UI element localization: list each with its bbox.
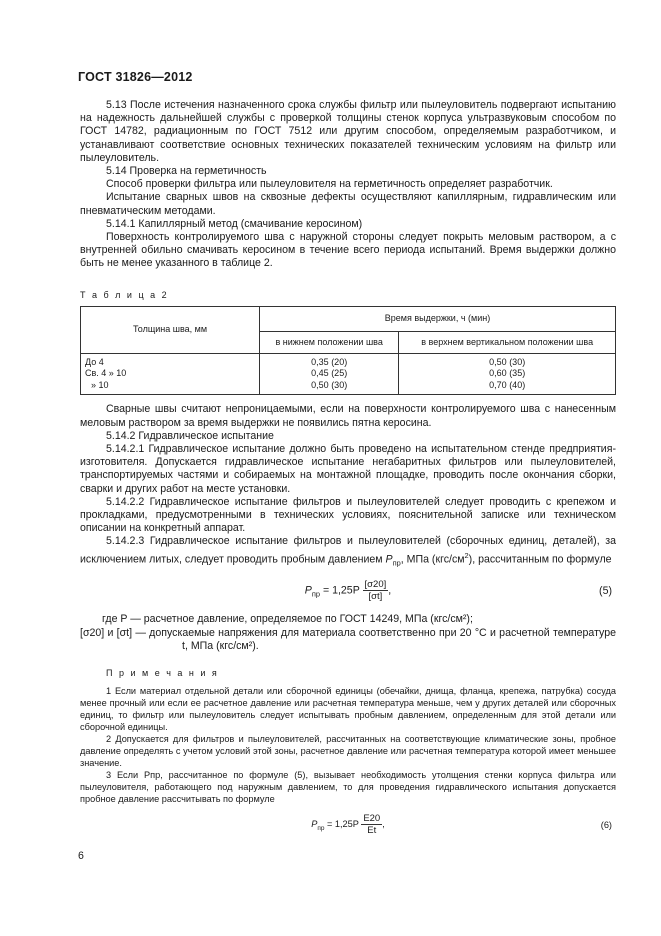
col-vertical-header: в верхнем вертикальном положении шва [399,331,616,353]
col-thickness-header: Толщина шва, мм [81,306,260,353]
table-row: 0,50 (30) [311,379,348,390]
table-row: 0,50 (30) [489,356,526,367]
col-lower-header: в нижнем положении шва [260,331,399,353]
formula-5-number: (5) [599,585,612,598]
document-header: ГОСТ 31826—2012 [78,70,193,84]
table-row: До 4 [85,356,104,367]
note-2: 2 Допускается для фильтров и пылеуловителей, рассчитанных на соответствующие климатические зоны, пробное давление определять с учетом условий этой зоны, расчетное давление или расчетная температура которой имеет меньшее значение. [80,734,616,769]
heading-5-14: 5.14 Проверка на герметичность [106,165,267,178]
notes-title: П р и м е ч а н и я [106,668,219,679]
cell-vertical [399,353,616,395]
formula-6-number: (6) [600,820,612,831]
paragraph-seams: Сварные швы считают непроницаемыми, если на поверхности контролируемого шва с нанесенным меловым раствором за время выдержки не появились пятна керосина. [80,403,616,429]
note-1: 1 Если материал отдельной детали или сборочной единицы (обечайки, днища, фланца, крепежа, патрубка) сосуда менее прочный или если ее расчетное давление или расчетная температура меньше, чем у других деталей или сборочных единиц, то фильтр или пылеуловитель следует испытывать пробным давлением, определенным для этой детали или сборочной единицы. [80,686,616,733]
table-row: 0,45 (25) [311,368,348,379]
paragraph-5-14-a: Способ проверки фильтра или пылеуловителя на герметичность определяет разработчик. [106,178,553,191]
cell-lower [260,353,399,395]
col-time-header: Время выдержки, ч (мин) [260,306,616,331]
heading-5-14-2: 5.14.2 Гидравлическое испытание [106,429,274,442]
table-caption: Т а б л и ц а 2 [80,289,169,300]
table-row: 0,70 (40) [489,379,526,390]
paragraph-5-14-2-3: 5.14.2.3 Гидравлическое испытание фильтров и пылеуловителей (сборочных единиц, деталей), за исключением литых, следует проводить пробным давлением $P_{пр}$, МПа $(кгс/см^2)$, рассчитанным по формуле [80,535,616,568]
table-row: » 10 [91,379,109,390]
heading-5-14-1: 5.14.1 Капиллярный метод (смачивание керосином) [106,217,363,230]
where-line-2: [σ20] и [σt] — допускаемые напряжения для материала соответственно при 20 °С и расчетной температуре t, МПа (кгс/см²). [80,626,616,652]
where-line-1: где P — расчетное давление, определяемое по ГОСТ 14249, МПа (кгс/см²); [102,613,473,626]
table-2 [80,306,616,396]
paragraph-5-14-1: Поверхность контролируемого шва с наружной стороны следует покрыть меловым раствором, а с внутренней обильно смачивать керосином в течение всего периода испытаний. Время выдержки должно быть не менее указанного в таблице 2. [80,231,616,270]
document-body [80,99,616,847]
table-row: 0,35 (20) [311,356,348,367]
note-3: 3 Если Pпр, рассчитанное по формуле (5), вызывает необходимость утолщения стенки корпуса фильтра или пылеуловителя, работающего под наружным давлением, то для проведения гидравлического испытания допускается пробное давление рассчитывать по формуле [80,770,616,805]
paragraph-5-13: 5.13 После истечения назначенного срока службы фильтр или пылеуловитель подвергают испытанию на надежность дальнейшей службы с проверкой толщины стенок корпуса ультразвуковым способом по ГОСТ 14782, радиационным по ГОСТ 7512 или другим способом, определяемым разработчиком, и устанавливают соответствие основных технических показателей техническим условиям на фильтр или пылеуловитель. [80,99,616,164]
paragraph-5-14-2-2: 5.14.2.2 Гидравлическое испытание фильтров и пылеуловителей следует проводить с крепежом и прокладками, предусмотренными в технических условиях, пояснительной записке или техническом описании на конкретный аппарат. [80,495,616,535]
cell-thickness [81,353,260,395]
paragraph-5-14-2-1: 5.14.2.1 Гидравлическое испытание должно быть проведено на испытательном стенде предприятия-изготовителя. Допускается гидравлическое испытание негабаритных фильтров или пылеуловителей, транспортируемых частями и собираемых на монтажной площадке, проводить после окончания сборки, сварки и других работ на месте установки. [80,442,616,495]
paragraph-5-14-b: Испытание сварных швов на сквозные дефекты осуществляют капиллярным, гидравлическим или пневматическим методами. [80,191,616,217]
formula-5: $P_{пр} = 1,25P$ $\frac{[\sigma 20]}{[\sigma t]}$ , (5) [304,579,612,603]
page-number: 6 [78,850,84,862]
table-row: 0,60 (35) [489,368,526,379]
table-row: Св. 4 » 10 [85,368,127,379]
formula-6: $P_{пр} = 1,25P$ $\frac{E20}{Et}$ , (6) [311,813,612,837]
